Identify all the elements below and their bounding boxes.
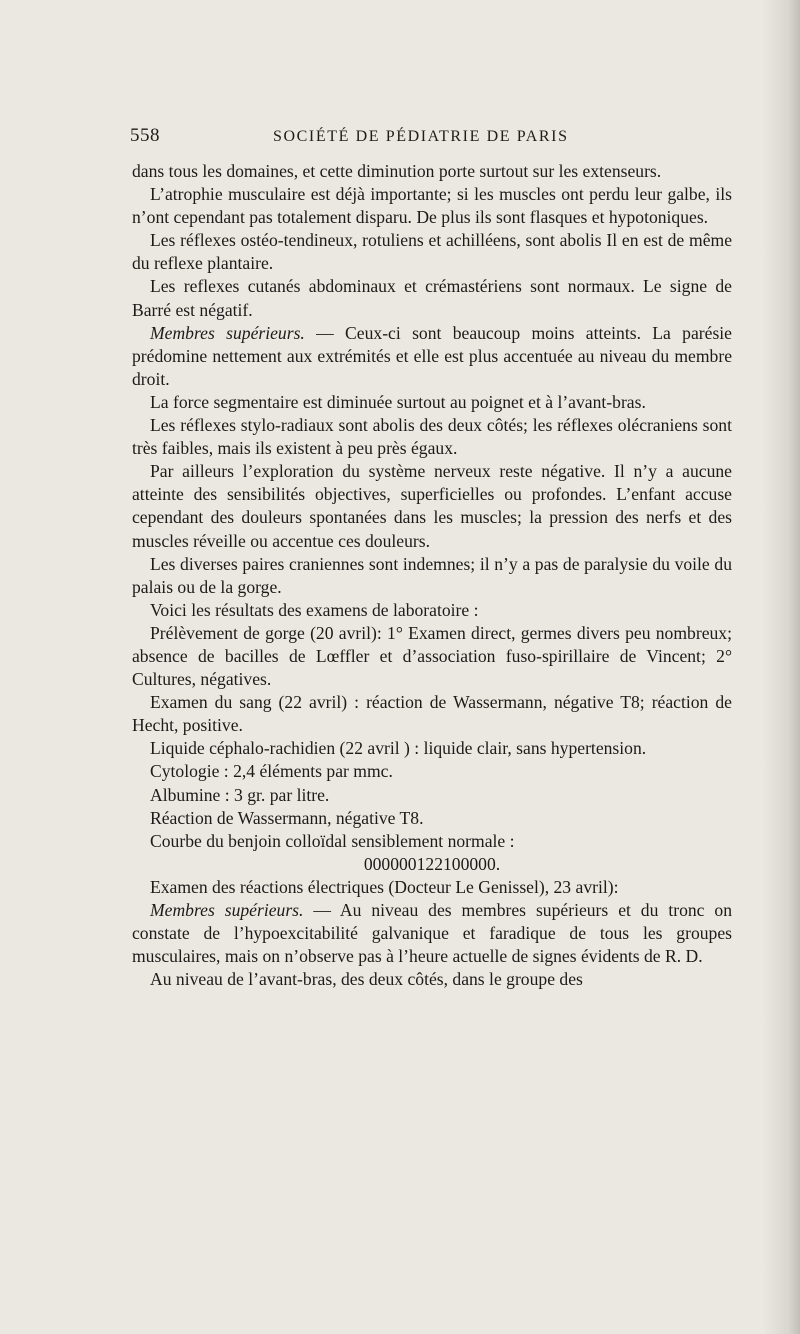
paragraph: Prélèvement de gorge (20 avril): 1° Examen direct, germes divers peu nombreux; absence de bacilles de Lœffler et d’association fuso-spirillaire de Vincent; 2° Cultures, négatives.	[132, 622, 732, 690]
paragraph: Les reflexes cutanés abdominaux et crémastériens sont normaux. Le signe de Barré est négatif.	[132, 276, 732, 320]
paragraph: Cytologie : 2,4 éléments par mmc.	[150, 761, 393, 782]
paragraph: Membres supérieurs. — Au niveau des membres supérieurs et du tronc on constate de l’hypoexcitabilité galvanique et faradique de tous les groupes musculaires, mais on n’observe pas à l’heure actuelle de signes évidents de R. D.	[132, 900, 732, 967]
paragraph: Examen du sang (22 avril) : réaction de Wassermann, négative T8; réaction de Hecht, positive.	[132, 692, 732, 736]
paragraph: Liquide céphalo-rachidien (22 avril ) : liquide clair, sans hypertension.	[150, 738, 647, 759]
running-title: SOCIÉTÉ DE PÉDIATRIE DE PARIS	[273, 128, 569, 145]
page-edge-shadow	[762, 0, 800, 1334]
paragraph: Examen des réactions électriques (Docteur Le Genissel), 23 avril):	[150, 876, 619, 897]
paragraph: Courbe du benjoin colloïdal sensiblement normale :	[150, 830, 515, 851]
paragraph: Membres supérieurs. — Ceux-ci sont beaucoup moins atteints. La parésie prédomine nettement aux extrémités et elle est plus accentuée au niveau du membre droit.	[132, 322, 732, 389]
page-number: 558	[130, 125, 160, 146]
paragraph: Les réflexes ostéo-tendineux, rotuliens et achilléens, sont abolis Il en est de même du reflexe plantaire.	[132, 230, 732, 274]
body-text	[132, 160, 732, 991]
paragraph: Par ailleurs l’exploration du système nerveux reste négative. Il n’y a aucune atteinte des sensibilités objectives, superficielles ou profondes. L’enfant accuse cependant des douleurs spontanées dans les muscles; la pression des nerfs et des muscles réveille ou accentue ces douleurs.	[132, 461, 732, 551]
paragraph: Réaction de Wassermann, négative T8.	[150, 807, 424, 828]
paragraph: Voici les résultats des examens de laboratoire :	[150, 599, 479, 620]
paragraph: Au niveau de l’avant-bras, des deux côtés, dans le groupe des	[150, 969, 583, 990]
paragraph: dans tous les domaines, et cette diminution porte surtout sur les extenseurs.	[132, 161, 662, 181]
page-header	[130, 125, 735, 155]
benzoin-curve-value: 000000122100000.	[363, 853, 501, 874]
paragraph-lead: Membres supérieurs.	[150, 322, 305, 343]
paragraph: La force segmentaire est diminuée surtout au poignet et à l’avant-bras.	[150, 391, 646, 412]
paragraph: Les diverses paires craniennes sont indemnes; il n’y a pas de paralysie du voile du palais ou de la gorge.	[132, 553, 732, 597]
paragraph-lead: Membres supérieurs.	[150, 900, 304, 920]
paragraph: Les réflexes stylo-radiaux sont abolis des deux côtés; les réflexes olécraniens sont très faibles, mais ils existent à peu près égaux.	[132, 415, 732, 459]
paragraph: Albumine : 3 gr. par litre.	[150, 784, 330, 805]
paragraph: L’atrophie musculaire est déjà importante; si les muscles ont perdu leur galbe, ils n’ont cependant pas totalement disparu. De plus ils sont flasques et hypotoniques.	[132, 184, 732, 228]
